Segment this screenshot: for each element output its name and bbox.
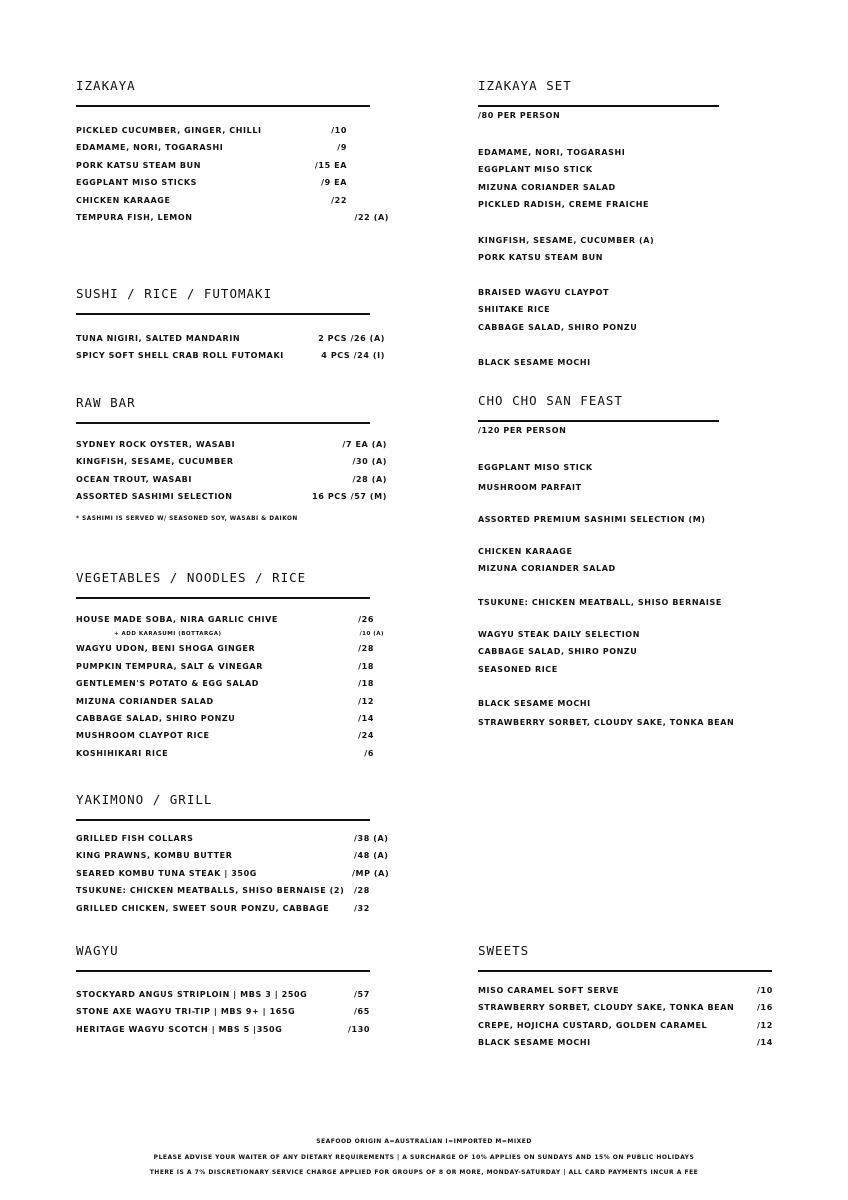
menu-item [76, 847, 387, 864]
section-divider [76, 819, 370, 821]
set-course-group [478, 284, 637, 336]
item-name: MUSHROOM CLAYPOT RICE [76, 731, 210, 741]
section-divider [76, 422, 370, 424]
item-price: /14 [358, 713, 374, 723]
feast-course: CABBAGE SALAD, SHIRO PONZU [478, 647, 638, 657]
menu-item [76, 139, 389, 156]
menu-item [478, 982, 772, 999]
menu-item [76, 745, 384, 762]
section-divider [478, 970, 772, 972]
item-name: KING PRAWNS, KOMBU BUTTER [76, 851, 233, 861]
menu-item [76, 658, 384, 675]
section-izakaya [76, 78, 389, 222]
addon-price: /10 (A) [359, 631, 384, 638]
item-price: /26 [358, 615, 374, 624]
set-course: CABBAGE SALAD, SHIRO PONZU [478, 322, 638, 332]
feast-course: WAGYU STEAK DAILY SELECTION [478, 630, 641, 639]
item-price: /MP (A) [352, 868, 390, 878]
item-name: OCEAN TROUT, WASABI [76, 474, 192, 484]
section-title: WAGYU [76, 943, 119, 958]
section-title: IZAKAYA [76, 78, 136, 93]
item-name: TEMPURA FISH, LEMON [76, 212, 193, 222]
menu-item [76, 157, 389, 174]
item-price: /16 [757, 1003, 773, 1013]
menu-item [76, 727, 384, 744]
section-izakaya-set [478, 78, 719, 367]
section-vegetables [76, 570, 384, 758]
feast-course: CHICKEN KARAAGE [478, 547, 573, 556]
menu-item [76, 174, 389, 191]
feast-course: MIZUNA CORIANDER SALAD [478, 564, 616, 574]
menu-item [76, 1021, 387, 1038]
item-price: /24 [358, 731, 374, 741]
menu-item [76, 453, 387, 470]
item-name: PICKLED CUCUMBER, GINGER, CHILLI [76, 126, 262, 135]
menu-item [76, 865, 390, 882]
item-name: KOSHIHIKARI RICE [76, 748, 169, 758]
item-price: /10 [757, 986, 773, 995]
section-feast [478, 393, 735, 727]
section-title: CHO CHO SAN FEAST [478, 393, 623, 408]
item-name: SEARED KOMBU TUNA STEAK | 350G [76, 868, 257, 878]
item-name: SYDNEY ROCK OYSTER, WASABI [76, 440, 236, 449]
item-list [76, 122, 389, 226]
menu-item [76, 882, 387, 899]
item-name: MIZUNA CORIANDER SALAD [76, 696, 214, 706]
feast-course-group [478, 511, 706, 528]
item-list [76, 330, 385, 365]
feast-course-group [478, 626, 640, 678]
set-course: MIZUNA CORIANDER SALAD [478, 182, 616, 192]
footer-service-charge: THERE IS A 7% DISCRETIONARY SERVICE CHARGE APPLIED FOR GROUPS OF 8 OR MORE, MONDAY-SATURDAY | ALL CARD PAYMENTS INCUR A FEE [149, 1169, 699, 1176]
item-name: STONE AXE WAGYU TRI-TIP | MBS 9+ | 165G [76, 1007, 296, 1017]
item-price: /22 (A) [354, 212, 389, 222]
section-divider [76, 597, 370, 599]
item-price: /130 [348, 1024, 371, 1034]
addon-name: + ADD KARASUMI (BOTTARGA) [114, 631, 222, 638]
item-name: KINGFISH, SESAME, CUCUMBER [76, 457, 234, 467]
set-course: PICKLED RADISH, CREME FRAICHE [478, 200, 650, 210]
feast-course-group [478, 458, 593, 498]
item-name: EGGPLANT MISO STICKS [76, 178, 197, 188]
set-course: PORK KATSU STEAM BUN [478, 253, 603, 263]
footer-dietary-notice: PLEASE ADVISE YOUR WAITER OF ANY DIETARY REQUIREMENTS | A SURCHARGE OF 10% APPLIES ON SUNDAYS AND 15% ON PUBLIC HOLIDAYS [153, 1154, 695, 1161]
feast-course: MUSHROOM PARFAIT [478, 483, 582, 492]
item-name: GENTLEMEN'S POTATO & EGG SALAD [76, 679, 260, 689]
feast-course-group [478, 694, 734, 732]
menu-item [76, 347, 385, 364]
sashimi-note: * SASHIMI IS SERVED W/ SEASONED SOY, WASABI & DAIKON [76, 516, 298, 522]
item-price: /9 EA [321, 178, 347, 188]
feast-course: STRAWBERRY SORBET, CLOUDY SAKE, TONKA BEAN [478, 718, 735, 727]
item-price: /9 [337, 143, 347, 153]
menu-item [76, 209, 389, 226]
menu-item [76, 710, 384, 727]
item-price: /18 [358, 661, 374, 671]
feast-course: EGGPLANT MISO STICK [478, 463, 593, 472]
item-price: /12 [757, 1020, 773, 1030]
menu-item [76, 122, 389, 139]
item-price: /32 [354, 903, 370, 913]
item-name: EDAMAME, NORI, TOGARASHI [76, 143, 224, 153]
menu-item [76, 488, 387, 505]
item-price: /7 EA (A) [342, 440, 387, 449]
item-price: 4 PCS /24 (I) [321, 351, 385, 361]
item-list [76, 830, 390, 917]
menu-item [76, 330, 385, 347]
set-course: SHIITAKE RICE [478, 305, 551, 315]
set-course-group [478, 144, 649, 214]
feast-course: BLACK SESAME MOCHI [478, 699, 591, 708]
item-name: SPICY SOFT SHELL CRAB ROLL FUTOMAKI [76, 351, 284, 361]
item-price: /48 (A) [354, 851, 389, 861]
item-name: STRAWBERRY SORBET, CLOUDY SAKE, TONKA BEAN [478, 1003, 735, 1013]
item-name: ASSORTED SASHIMI SELECTION [76, 492, 233, 502]
menu-item [478, 1034, 772, 1051]
set-course: KINGFISH, SESAME, CUCUMBER (A) [478, 236, 655, 245]
footer-seafood-origin: SEAFOOD ORIGIN A=AUSTRALIAN I=IMPORTED M=MIXED [316, 1138, 532, 1145]
item-list [478, 982, 772, 1052]
item-name: GRILLED FISH COLLARS [76, 834, 194, 843]
feast-course-group [478, 594, 722, 611]
section-yakimono [76, 792, 390, 913]
item-name: STOCKYARD ANGUS STRIPLOIN | MBS 3 | 250G [76, 990, 308, 999]
item-price: /6 [364, 748, 374, 758]
item-price: /12 [358, 696, 374, 706]
feast-course-group [478, 543, 616, 578]
menu-item [76, 471, 387, 488]
section-title: RAW BAR [76, 395, 136, 410]
item-price: 2 PCS /26 (A) [318, 334, 385, 343]
section-divider [76, 105, 370, 107]
section-title: SWEETS [478, 943, 530, 958]
section-raw-bar [76, 395, 387, 522]
section-divider [76, 313, 370, 315]
set-course: EGGPLANT MISO STICK [478, 165, 593, 175]
item-name: PUMPKIN TEMPURA, SALT & VINEGAR [76, 661, 263, 671]
item-name: TSUKUNE: CHICKEN MEATBALLS, SHISO BERNAISE (2) [76, 886, 345, 896]
item-list [76, 986, 387, 1038]
addon-item [76, 628, 384, 640]
item-price: /15 EA [314, 160, 347, 170]
item-name: CHICKEN KARAAGE [76, 195, 171, 205]
menu-item [76, 675, 384, 692]
item-price: 16 PCS /57 (M) [312, 492, 387, 502]
section-wagyu [76, 943, 371, 1034]
menu-item [478, 1017, 772, 1034]
item-name: CABBAGE SALAD, SHIRO PONZU [76, 713, 236, 723]
item-price: /30 (A) [352, 457, 387, 467]
item-name: WAGYU UDON, BENI SHOGA GINGER [76, 644, 256, 654]
menu-item [76, 1003, 387, 1020]
menu-item [76, 640, 384, 657]
section-title: IZAKAYA SET [478, 78, 572, 93]
item-price: /18 [358, 679, 374, 689]
section-sushi [76, 286, 385, 361]
section-title: SUSHI / RICE / FUTOMAKI [76, 286, 273, 301]
menu-item [76, 611, 384, 628]
item-name: PORK KATSU STEAM BUN [76, 160, 201, 170]
section-divider [76, 970, 370, 972]
item-price: /65 [354, 1007, 370, 1017]
set-price: /80 PER PERSON [478, 111, 561, 120]
section-title: VEGETABLES / NOODLES / RICE [76, 570, 307, 585]
item-price: /38 (A) [354, 834, 389, 843]
feast-course: TSUKUNE: CHICKEN MEATBALL, SHISO BERNAISE [478, 598, 722, 607]
item-name: GRILLED CHICKEN, SWEET SOUR PONZU, CABBAGE [76, 903, 330, 913]
section-title: YAKIMONO / GRILL [76, 792, 213, 807]
section-sweets [478, 943, 773, 1048]
set-course-group [478, 354, 591, 371]
item-price: /28 [354, 886, 370, 896]
menu-item [76, 192, 389, 209]
set-course: EDAMAME, NORI, TOGARASHI [478, 148, 626, 157]
item-name: CREPE, HOJICHA CUSTARD, GOLDEN CARAMEL [478, 1020, 708, 1030]
menu-item [76, 900, 387, 917]
menu-item [76, 986, 387, 1003]
item-price: /28 [358, 644, 374, 654]
item-price: /14 [757, 1038, 773, 1048]
set-course-group [478, 232, 654, 267]
menu-item [76, 436, 387, 453]
item-name: TUNA NIGIRI, SALTED MANDARIN [76, 334, 241, 343]
item-price: /57 [354, 990, 370, 999]
menu-item [76, 830, 387, 847]
feast-course: SEASONED RICE [478, 664, 558, 674]
menu-item [478, 999, 772, 1016]
item-list [76, 611, 384, 762]
item-name: HOUSE MADE SOBA, NIRA GARLIC CHIVE [76, 615, 278, 624]
menu-item [76, 693, 384, 710]
item-list [76, 436, 387, 506]
item-name: HERITAGE WAGYU SCOTCH | MBS 5 |350G [76, 1024, 283, 1034]
set-course: BRAISED WAGYU CLAYPOT [478, 288, 610, 297]
feast-price: /120 PER PERSON [478, 426, 567, 435]
feast-course: ASSORTED PREMIUM SASHIMI SELECTION (M) [478, 515, 706, 524]
item-name: MISO CARAMEL SOFT SERVE [478, 986, 620, 995]
item-price: /22 [331, 195, 347, 205]
item-price: /28 (A) [352, 474, 387, 484]
item-name: BLACK SESAME MOCHI [478, 1038, 591, 1048]
item-price: /10 [331, 126, 347, 135]
set-course: BLACK SESAME MOCHI [478, 358, 591, 367]
